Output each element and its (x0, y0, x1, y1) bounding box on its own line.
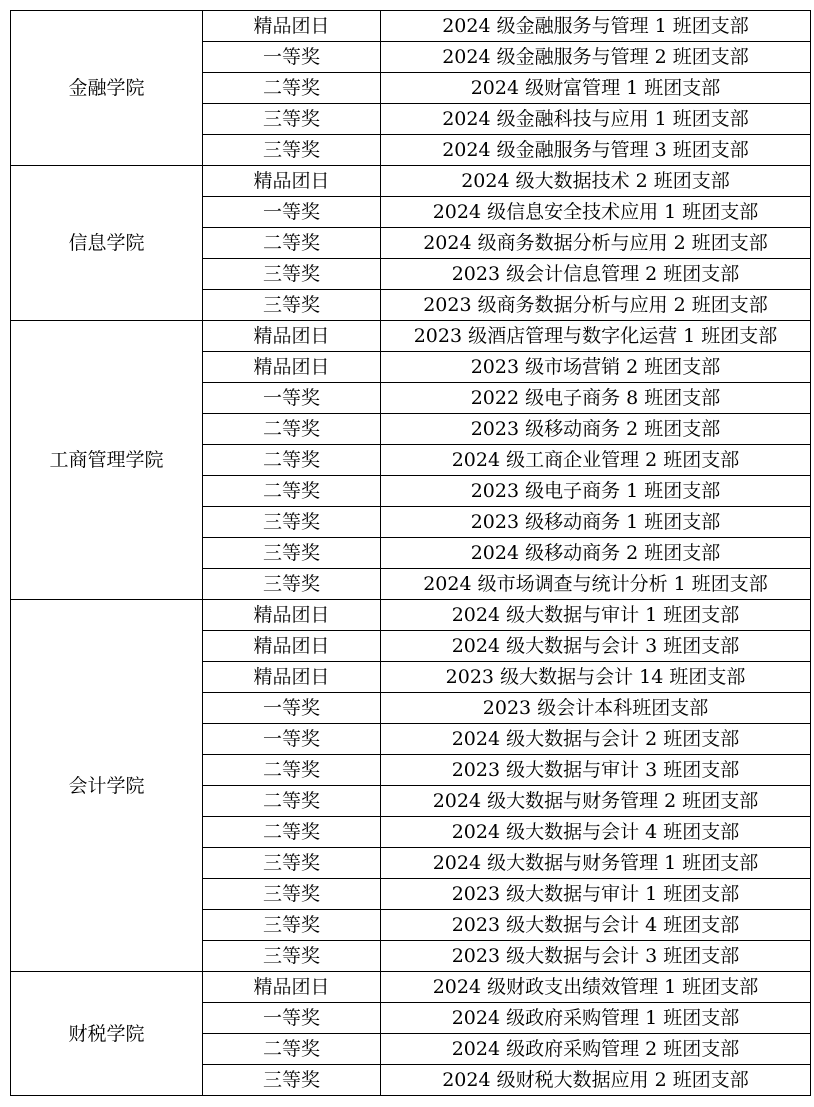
award-level-cell: 三等奖 (203, 507, 381, 538)
branch-name-cell: 2024 级大数据与会计 2 班团支部 (381, 724, 811, 755)
award-level-cell: 三等奖 (203, 910, 381, 941)
branch-name-cell: 2024 级金融服务与管理 3 班团支部 (381, 135, 811, 166)
awards-table-body (11, 11, 811, 1096)
award-level-cell: 精品团日 (203, 972, 381, 1003)
award-level-cell: 一等奖 (203, 724, 381, 755)
branch-name-cell: 2023 级商务数据分析与应用 2 班团支部 (381, 290, 811, 321)
branch-name-cell: 2023 级大数据与会计 4 班团支部 (381, 910, 811, 941)
table-row (11, 600, 811, 631)
branch-name-cell: 2023 级会计本科班团支部 (381, 693, 811, 724)
branch-name-cell: 2024 级大数据与财务管理 1 班团支部 (381, 848, 811, 879)
award-level-cell: 精品团日 (203, 600, 381, 631)
award-level-cell: 三等奖 (203, 848, 381, 879)
award-level-cell: 二等奖 (203, 817, 381, 848)
award-level-cell: 精品团日 (203, 662, 381, 693)
award-level-cell: 一等奖 (203, 383, 381, 414)
branch-name-cell: 2024 级移动商务 2 班团支部 (381, 538, 811, 569)
branch-name-cell: 2024 级市场调查与统计分析 1 班团支部 (381, 569, 811, 600)
branch-name-cell: 2023 级移动商务 2 班团支部 (381, 414, 811, 445)
award-level-cell: 二等奖 (203, 1034, 381, 1065)
award-level-cell: 三等奖 (203, 1065, 381, 1096)
branch-name-cell: 2023 级大数据与会计 3 班团支部 (381, 941, 811, 972)
table-row (11, 166, 811, 197)
branch-name-cell: 2023 级移动商务 1 班团支部 (381, 507, 811, 538)
award-level-cell: 三等奖 (203, 879, 381, 910)
award-level-cell: 二等奖 (203, 414, 381, 445)
branch-name-cell: 2024 级信息安全技术应用 1 班团支部 (381, 197, 811, 228)
table-row (11, 11, 811, 42)
branch-name-cell: 2024 级大数据与会计 3 班团支部 (381, 631, 811, 662)
branch-name-cell: 2024 级大数据与财务管理 2 班团支部 (381, 786, 811, 817)
college-name-cell: 会计学院 (11, 600, 203, 972)
award-level-cell: 一等奖 (203, 197, 381, 228)
table-row (11, 972, 811, 1003)
branch-name-cell: 2023 级会计信息管理 2 班团支部 (381, 259, 811, 290)
college-name-cell: 财税学院 (11, 972, 203, 1096)
award-level-cell: 一等奖 (203, 693, 381, 724)
branch-name-cell: 2023 级大数据与审计 1 班团支部 (381, 879, 811, 910)
award-level-cell: 三等奖 (203, 538, 381, 569)
award-level-cell: 三等奖 (203, 941, 381, 972)
branch-name-cell: 2023 级电子商务 1 班团支部 (381, 476, 811, 507)
award-level-cell: 二等奖 (203, 755, 381, 786)
branch-name-cell: 2022 级电子商务 8 班团支部 (381, 383, 811, 414)
award-level-cell: 三等奖 (203, 290, 381, 321)
college-name-cell: 工商管理学院 (11, 321, 203, 600)
branch-name-cell: 2024 级政府采购管理 1 班团支部 (381, 1003, 811, 1034)
awards-table (10, 10, 811, 1096)
table-row (11, 321, 811, 352)
branch-name-cell: 2024 级金融服务与管理 2 班团支部 (381, 42, 811, 73)
award-level-cell: 二等奖 (203, 786, 381, 817)
branch-name-cell: 2024 级财政支出绩效管理 1 班团支部 (381, 972, 811, 1003)
award-level-cell: 一等奖 (203, 42, 381, 73)
branch-name-cell: 2024 级大数据与会计 4 班团支部 (381, 817, 811, 848)
branch-name-cell: 2024 级财富管理 1 班团支部 (381, 73, 811, 104)
branch-name-cell: 2023 级市场营销 2 班团支部 (381, 352, 811, 383)
award-level-cell: 三等奖 (203, 104, 381, 135)
branch-name-cell: 2024 级财税大数据应用 2 班团支部 (381, 1065, 811, 1096)
award-level-cell: 精品团日 (203, 352, 381, 383)
award-level-cell: 二等奖 (203, 228, 381, 259)
award-level-cell: 二等奖 (203, 73, 381, 104)
award-level-cell: 三等奖 (203, 259, 381, 290)
branch-name-cell: 2024 级金融服务与管理 1 班团支部 (381, 11, 811, 42)
award-level-cell: 三等奖 (203, 569, 381, 600)
award-level-cell: 二等奖 (203, 476, 381, 507)
college-name-cell: 信息学院 (11, 166, 203, 321)
college-name-cell: 金融学院 (11, 11, 203, 166)
award-level-cell: 二等奖 (203, 445, 381, 476)
award-level-cell: 精品团日 (203, 321, 381, 352)
branch-name-cell: 2024 级工商企业管理 2 班团支部 (381, 445, 811, 476)
branch-name-cell: 2023 级大数据与会计 14 班团支部 (381, 662, 811, 693)
branch-name-cell: 2023 级酒店管理与数字化运营 1 班团支部 (381, 321, 811, 352)
award-level-cell: 三等奖 (203, 135, 381, 166)
branch-name-cell: 2024 级政府采购管理 2 班团支部 (381, 1034, 811, 1065)
award-level-cell: 精品团日 (203, 166, 381, 197)
branch-name-cell: 2024 级大数据与审计 1 班团支部 (381, 600, 811, 631)
branch-name-cell: 2024 级大数据技术 2 班团支部 (381, 166, 811, 197)
award-level-cell: 精品团日 (203, 11, 381, 42)
award-level-cell: 一等奖 (203, 1003, 381, 1034)
branch-name-cell: 2024 级金融科技与应用 1 班团支部 (381, 104, 811, 135)
branch-name-cell: 2024 级商务数据分析与应用 2 班团支部 (381, 228, 811, 259)
branch-name-cell: 2023 级大数据与审计 3 班团支部 (381, 755, 811, 786)
award-level-cell: 精品团日 (203, 631, 381, 662)
